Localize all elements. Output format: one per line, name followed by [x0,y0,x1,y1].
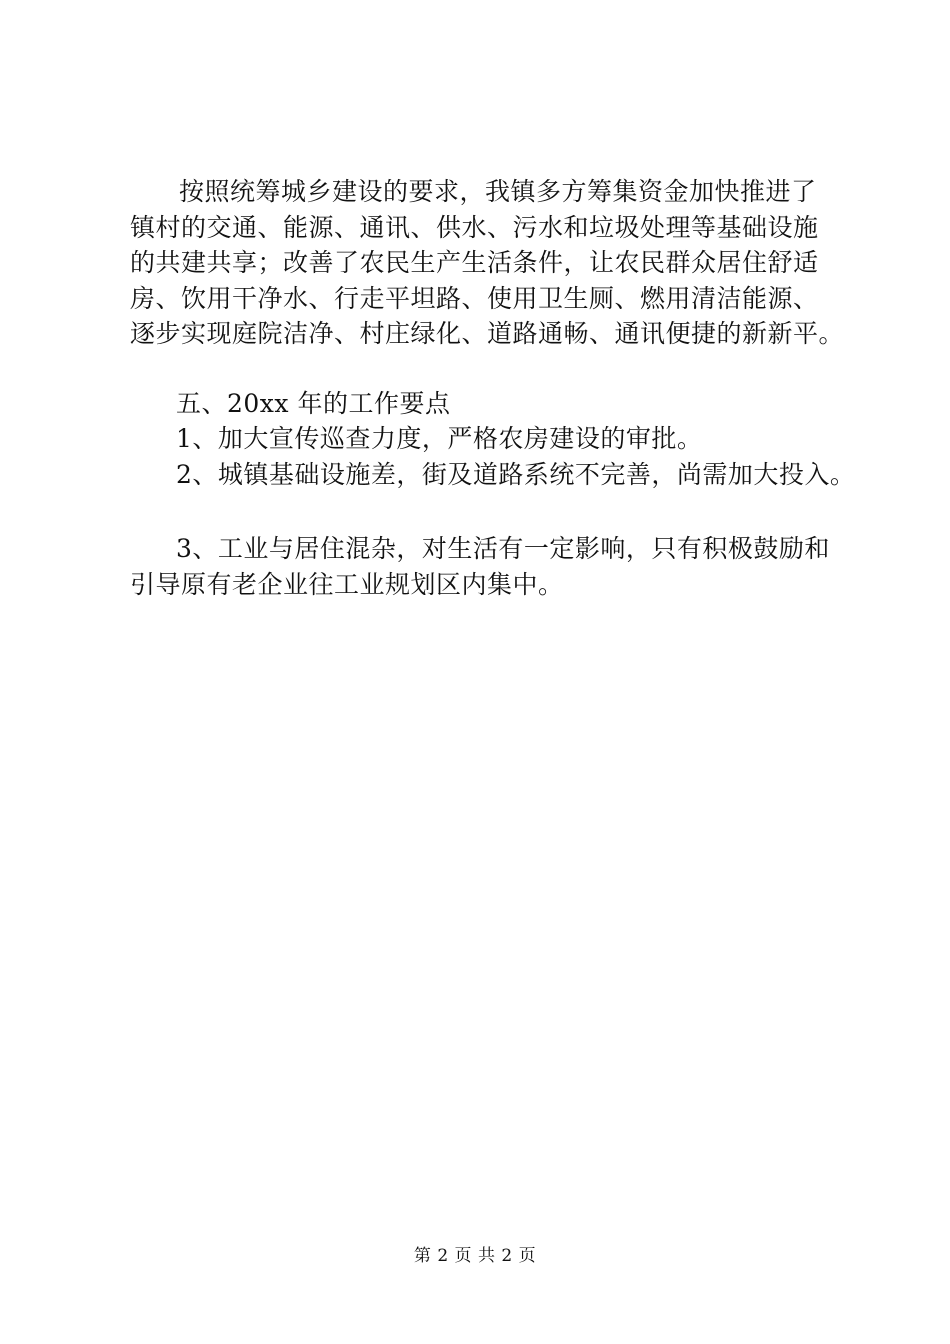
section-heading: 五、20xx 年的工作要点 [176,388,451,418]
paragraph-line: 逐步实现庭院洁净、村庄绿化、道路通畅、通讯便捷的新新平。 [130,319,845,348]
list-item-2: 2、城镇基础设施差，街及道路系统不完善，尚需加大投入。 [176,459,856,489]
page-number-footer: 第 2 页 共 2 页 [413,1246,537,1266]
paragraph-line: 房、饮用干净水、行走平坦路、使用卫生厕、燃用清洁能源、 [130,283,819,313]
paragraph-line: 按照统筹城乡建设的要求，我镇多方筹集资金加快推进了 [179,177,817,206]
list-item-1: 1、加大宣传巡查力度，严格农房建设的审批。 [176,424,703,453]
paragraph-line: 3、工业与居住混杂，对生活有一定影响，只有积极鼓励和 [176,534,830,563]
paragraph-spacer [130,352,850,386]
document-body [130,174,856,602]
paragraph-infrastructure [130,174,850,352]
paragraph-spacer [130,492,850,531]
paragraph-line: 的共建共享；改善了农民生产生活条件，让农民群众居住舒适 [130,248,819,277]
paragraph-industry [130,531,850,602]
paragraph-line: 镇村的交通、能源、通讯、供水、污水和垃圾处理等基础设施 [130,212,819,242]
section-five [130,386,856,493]
paragraph-line: 引导原有老企业往工业规划区内集中。 [130,569,564,599]
